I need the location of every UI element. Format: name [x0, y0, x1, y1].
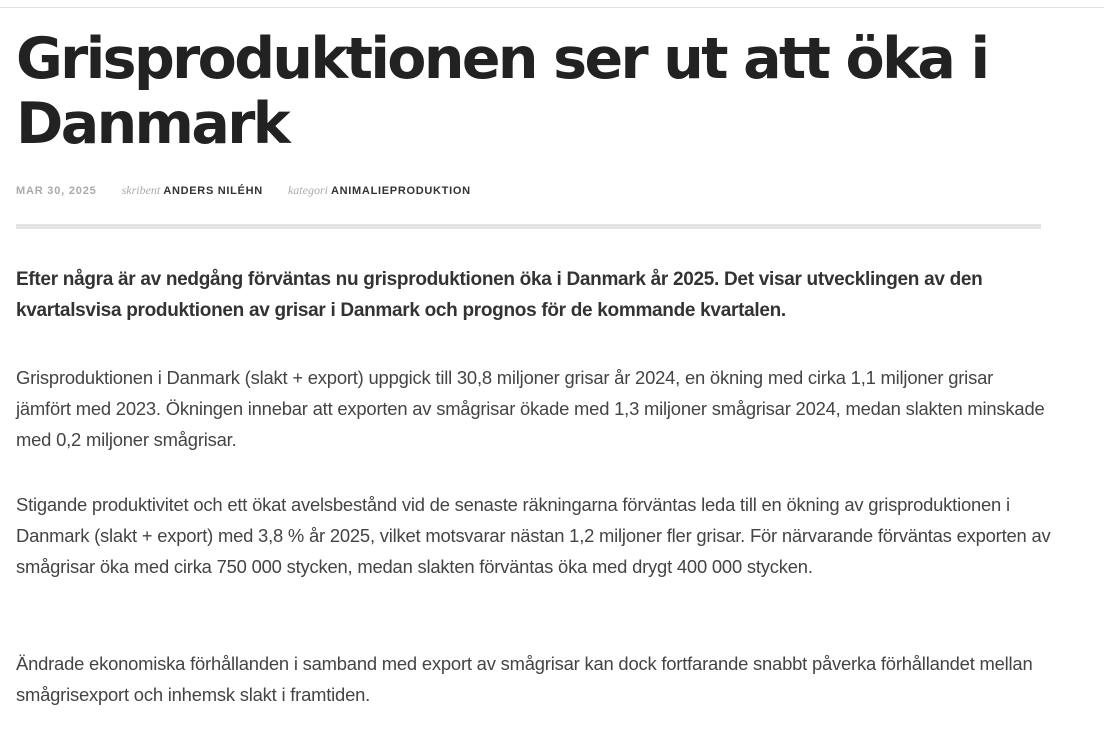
publish-date: MAR 30, 2025: [16, 185, 97, 197]
body-paragraph: Stigande produktivitet och ett ökat avelsbestånd vid de senaste räkningarna förväntas leda till en ökning av grisproduktionen i Danmark (slakt + export) med 3,8 % år 2025, vilket motsvarar nästan 1,2 miljoner fler grisar. För närvarande förväntas exporten av smågrisar öka med cirka 750 000 stycken, medan slakten förväntas öka med drygt 400 000 stycken.: [16, 494, 1051, 577]
author-link[interactable]: ANDERS NILÉHN: [163, 185, 263, 197]
article-meta: [16, 183, 471, 198]
lead-paragraph: Efter några är av nedgång förväntas nu grisproduktionen öka i Danmark år 2025. Det visar utvecklingen av den kvartalsvisa produktionen av grisar i Danmark och prognos för de kommande kvartalen.: [16, 269, 983, 321]
category-link[interactable]: ANIMALIEPRODUKTION: [331, 185, 471, 197]
header-divider: [16, 224, 1041, 229]
category-label: kategori: [287, 183, 328, 197]
body-paragraph: Ändrade ekonomiska förhållanden i samband med export av smågrisar kan dock fortfarande snabbt påverka förhållandet mellan smågrisexport och inhemsk slakt i framtiden.: [16, 653, 1033, 705]
top-divider: [0, 7, 1104, 8]
body-paragraph: Grisproduktionen i Danmark (slakt + export) uppgick till 30,8 miljoner grisar år 2024, en ökning med cirka 1,1 miljoner grisar jämfört med 2023. Ökningen innebar att exporten av smågrisar ökade med 1,3 miljoner smågrisar 2024, medan slakten minskade med 0,2 miljoner smågrisar.: [16, 367, 1045, 450]
author-label: skribent: [121, 183, 161, 197]
page-title: Grisproduktionen ser ut att öka i Danmark: [16, 26, 988, 157]
